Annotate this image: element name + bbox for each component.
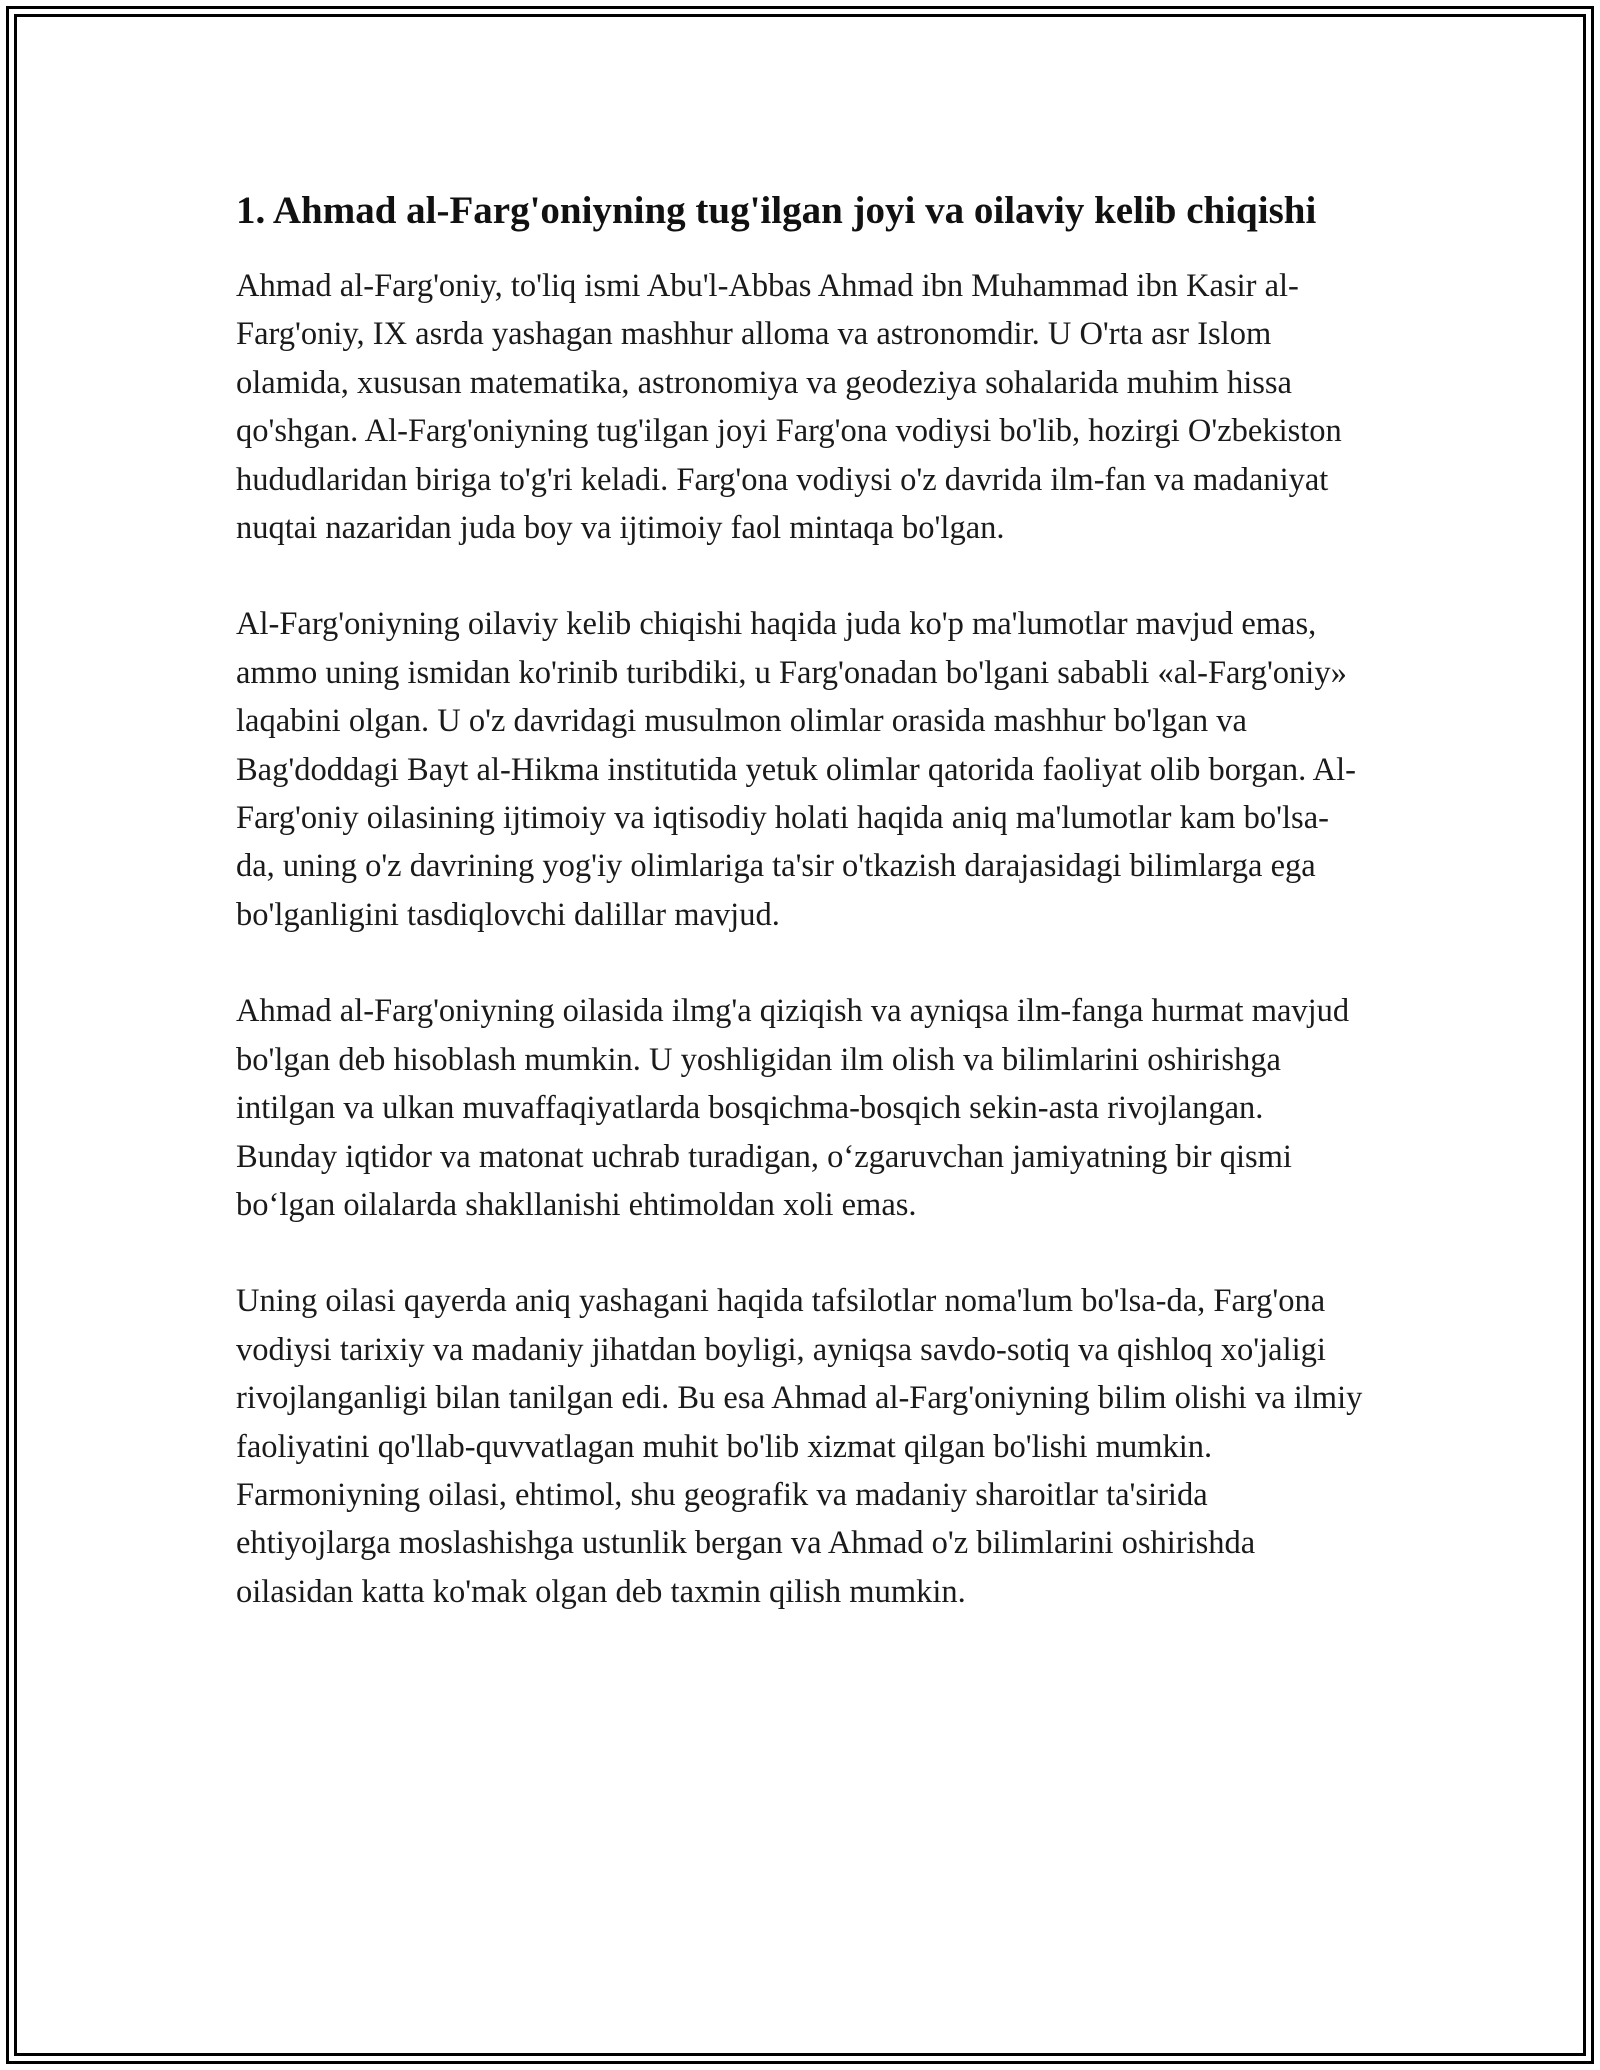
paragraph-family-origin: Al-Farg'oniyning oilaviy kelib chiqishi haqida juda ko'p ma'lumotlar mavjud emas, ammo uning ismidan ko'rinib turibdiki, u Farg'onadan bo'lgani sababli «al-Farg'oniy» laqabini olgan. U o'z davridagi musulmon olimlar orasida mashhur bo'lgan va Bag'doddagi Bayt al-Hikma institutida yetuk olimlar qatorida faoliyat olib borgan. Al-Farg'oniy oilasining ijtimoiy va iqtisodiy holati haqida aniq ma'lumotlar kam bo'lsa-da, uning o'z davrining yog'iy olimlariga ta'sir o'tkazish darajasidagi bilimlarga ega bo'lganligini tasdiqlovchi dalillar mavjud. (236, 606, 1356, 933)
section-heading: 1. Ahmad al-Farg'oniyning tug'ilgan joyi va oilaviy kelib chiqishi (236, 189, 1317, 232)
paragraph-fergana-valley: Uning oilasi qayerda aniq yashagani haqida tafsilotlar noma'lum bo'lsa-da, Farg'ona vodiysi tarixiy va madaniy jihatdan boyligi, ayniqsa savdo-sotiq va qishloq xo'jaligi rivojlanganligi bilan tanilgan edi. Bu esa Ahmad al-Farg'oniyning bilim olishi va ilmiy faoliyatini qo'llab-quvvatlagan muhit bo'lib xizmat qilgan bo'lishi mumkin. Farmoniyning oilasi, ehtimol, shu geografik va madaniy sharoitlar ta'sirida ehtiyojlarga moslashishga ustunlik bergan va Ahmad o'z bilimlarini oshirishda oilasidan katta ko'mak olgan deb taxmin qilish mumkin. (236, 1283, 1363, 1610)
paragraph-birthplace: Ahmad al-Farg'oniy, to'liq ismi Abu'l-Abbas Ahmad ibn Muhammad ibn Kasir al-Farg'oniy, IX asrda yashagan mashhur alloma va astronomdir. U O'rta asr Islom olamida, xususan matematika, astronomiya va geodeziya sohalarida muhim hissa qo'shgan. Al-Farg'oniyning tug'ilgan joyi Farg'ona vodiysi bo'lib, hozirgi O'zbekiston hududlaridan biriga to'g'ri keladi. Farg'ona vodiysi o'z davrida ilm-fan va madaniyat nuqtai nazaridan juda boy va ijtimoiy faol mintaqa bo'lgan. (236, 268, 1342, 547)
paragraph-family-science: Ahmad al-Farg'oniyning oilasida ilmg'a qiziqish va ayniqsa ilm-fanga hurmat mavjud bo'lgan deb hisoblash mumkin. U yoshligidan ilm olish va bilimlarini oshirishga intilgan va ulkan muvaffaqiyatlarda bosqichma-bosqich sekin-asta rivojlangan. Bunday iqtidor va matonat uchrab turadigan, o‘zgaruvchan jamiyatning bir qismi bo‘lgan oilalarda shakllanishi ehtimoldan xoli emas. (236, 993, 1350, 1223)
document-body (236, 184, 1366, 1664)
